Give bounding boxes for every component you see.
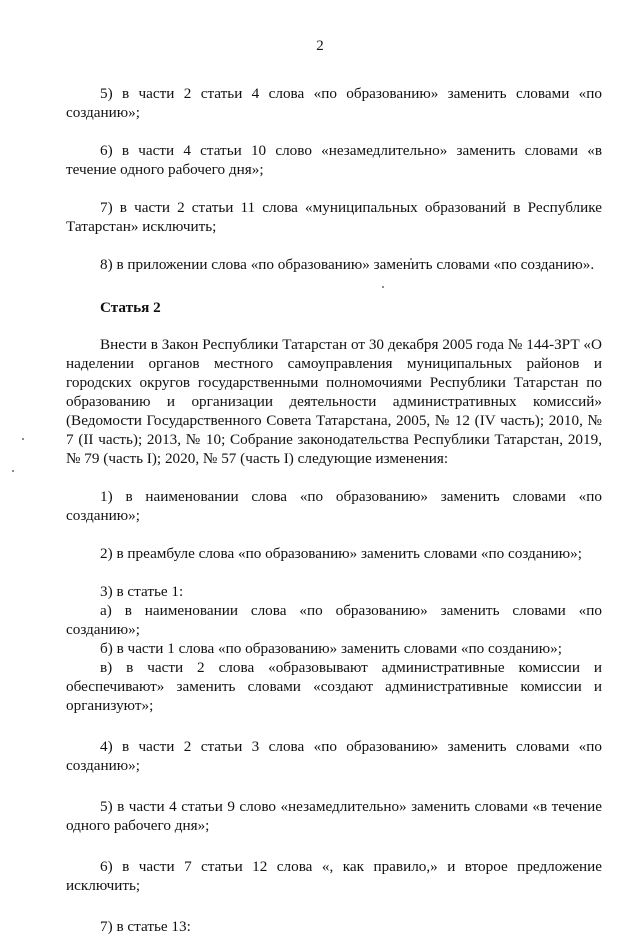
list-item: 8) в приложении слова «по образованию» заменить словами «по созданию».	[100, 256, 595, 273]
list-item: 3) в статье 1:	[100, 583, 184, 600]
article-heading: Статья 2	[100, 299, 161, 316]
scan-speck	[22, 438, 24, 440]
sub-list-item: а) в наименовании слова «по образованию» заменить словами «по созданию»;	[66, 602, 602, 638]
list-item: 5) в части 4 статьи 9 слово «незамедлительно» заменить словами «в течение одного рабочего дня»;	[66, 798, 602, 834]
article-intro: Внести в Закон Республики Татарстан от 30 декабря 2005 года № 144-ЗРТ «О наделении органов местного самоуправления муниципальных районов и городских округов государственными полномочиями Республики Татарстан по образованию и организации деятельности административных комиссий» (Ведомости Государственного Совета Татарстана, 2005, № 12 (IV часть); 2010, № 7 (II часть); 2013, № 10; Собрание законодательства Республики Татарстан, 2019, № 79 (часть I); 2020, № 57 (часть I) следующие изменения:	[66, 336, 602, 467]
list-item: 6) в части 4 статьи 10 слово «незамедлительно» заменить словами «в течение одного рабочего дня»;	[66, 142, 602, 178]
sub-list-item: б) в части 1 слова «по образованию» заменить словами «по созданию»;	[100, 640, 562, 657]
list-item: 7) в части 2 статьи 11 слова «муниципальных образований в Республике Татарстан» исключить;	[66, 199, 602, 235]
document-body	[66, 84, 602, 936]
scan-speck	[12, 470, 14, 472]
page-number: 2	[316, 38, 324, 54]
list-item: 6) в части 7 статьи 12 слова «, как правило,» и второе предложение исключить;	[66, 858, 602, 894]
list-item: 4) в части 2 статьи 3 слова «по образованию» заменить словами «по созданию»;	[66, 738, 602, 774]
list-item: 2) в преамбуле слова «по образованию» заменить словами «по созданию»;	[100, 545, 582, 562]
list-item: 1) в наименовании слова «по образованию» заменить словами «по созданию»;	[66, 488, 602, 524]
sub-list-item: в) в части 2 слова «образовывают административные комиссии и обеспечивают» заменить словами «создают административные комиссии и организуют»;	[66, 659, 602, 714]
list-item: 7) в статье 13:	[100, 918, 191, 935]
list-item: 5) в части 2 статьи 4 слова «по образованию» заменить словами «по созданию»;	[66, 85, 602, 121]
